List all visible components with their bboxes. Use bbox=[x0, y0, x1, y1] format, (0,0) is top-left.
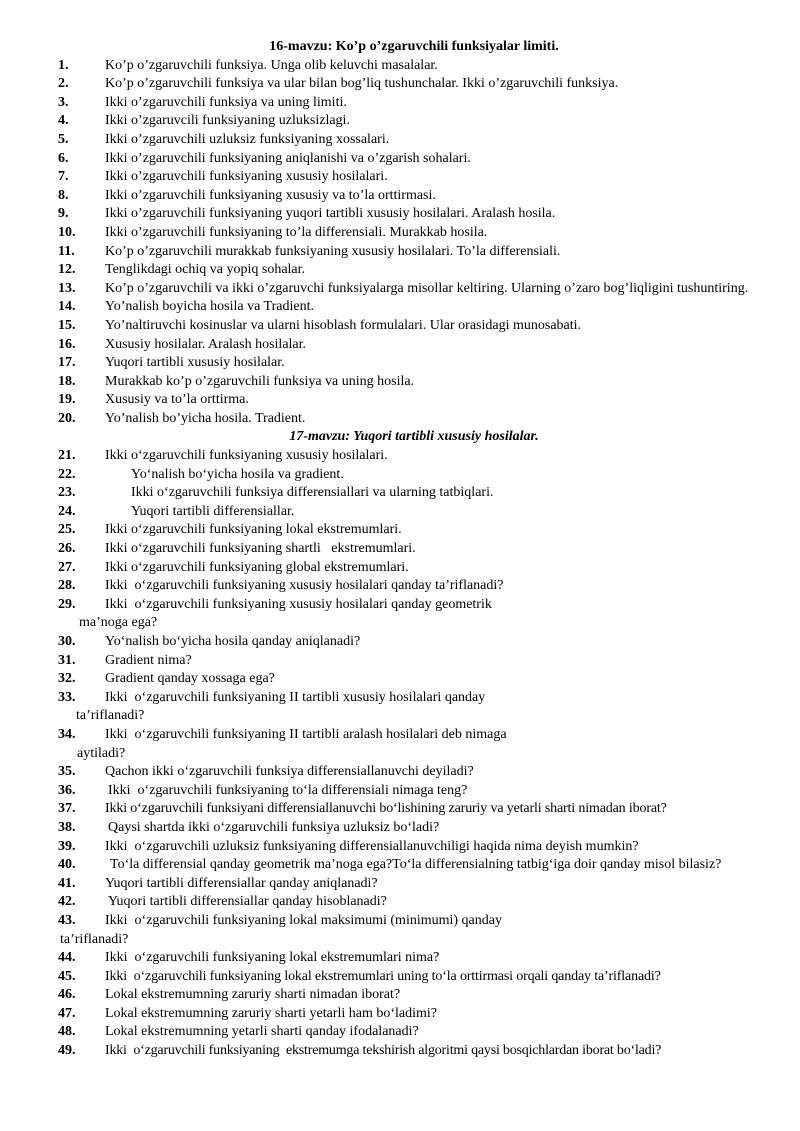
list-item bbox=[58, 373, 770, 392]
item-number: 22. bbox=[58, 466, 76, 482]
item-text: Ikki o‘zgaruvchili funksiyaning lokal ekstremumlari. bbox=[105, 522, 402, 538]
list-item bbox=[58, 280, 770, 299]
list-item bbox=[58, 187, 770, 206]
item-text: Ikki o‘zgaruvchili funksiyaning lokal ekstremumlari nima? bbox=[105, 950, 440, 966]
item-number: 4. bbox=[58, 113, 69, 129]
item-text: Yuqori tartibli differensiallar. bbox=[131, 503, 295, 519]
item-number: 10. bbox=[58, 224, 76, 240]
item-number: 24. bbox=[58, 503, 76, 519]
item-number: 8. bbox=[58, 187, 69, 203]
list-item bbox=[58, 410, 770, 429]
list-item bbox=[58, 726, 770, 763]
item-text: Ikki o‘zgaruvchili funksiyaning global ekstremumlari. bbox=[105, 559, 409, 575]
item-text: Ko’p o’zgaruvchili va ikki o’zgaruvchi funksiyalarga misollar keltiring. Ularning o’zaro bog’liqligini tushuntiring. bbox=[105, 280, 749, 296]
list-item bbox=[58, 652, 770, 671]
item-number: 12. bbox=[58, 262, 76, 278]
item-number: 26. bbox=[58, 541, 76, 557]
item-continuation: ma’noga ega? bbox=[79, 615, 158, 631]
list-item bbox=[58, 112, 770, 131]
item-text: To‘la differensial qanday geometrik ma’noga ega?To‘la differensialning tatbig‘iga doir qanday misol bilasiz? bbox=[110, 857, 722, 873]
item-continuation: aytiladi? bbox=[77, 745, 126, 761]
item-text: Yo‘nalish bo‘yicha hosila qanday aniqlanadi? bbox=[105, 634, 361, 649]
item-text: Ikki o’zgaruvchili funksiyaning aniqlanishi va o’zgarish sohalari. bbox=[105, 150, 471, 166]
list-item bbox=[58, 447, 770, 466]
item-text: Yo’naltiruvchi kosinuslar va ularni hisoblash formulalari. Ular orasidagi munosabati. bbox=[105, 317, 582, 333]
list-item bbox=[58, 484, 770, 503]
list-item bbox=[58, 75, 770, 94]
item-text: Xususiy hosilalar. Aralash hosilalar. bbox=[105, 336, 307, 352]
item-text: Ikki o‘zgaruvchili funksiyaning lokal ekstremumlari uning to‘la orttirmasi orqali qanday ta’riflanadi? bbox=[105, 968, 661, 984]
item-number: 1. bbox=[58, 57, 69, 73]
list-item bbox=[58, 670, 770, 689]
item-text: Yuqori tartibli xususiy hosilalar. bbox=[105, 355, 285, 371]
list-item bbox=[58, 94, 770, 113]
item-text: Yuqori tartibli differensiallar qanday hisoblanadi? bbox=[108, 894, 387, 910]
item-text: Ikki o‘zgaruvchili funksiya differensiallari va ularning tatbiqlari. bbox=[131, 485, 494, 501]
section-17-heading: 17-mavzu: Yuqori tartibli xususiy hosilalar. bbox=[289, 429, 539, 445]
item-number: 33. bbox=[58, 689, 76, 705]
item-text: Ikki o‘zgaruvchili funksiyaning to‘la differensiali nimaga teng? bbox=[108, 782, 468, 798]
item-number: 28. bbox=[58, 578, 76, 594]
item-text: Ikki o‘zgaruvchili funksiyaning xususiy hosilalari qanday geometrik bbox=[105, 596, 492, 612]
list-item bbox=[58, 540, 770, 559]
item-number: 3. bbox=[58, 94, 69, 110]
item-text: Ikki o’zgaruvchili funksiyaning xususiy va to’la orttirmasi. bbox=[105, 187, 436, 203]
item-number: 17. bbox=[58, 355, 76, 371]
item-number: 37. bbox=[58, 801, 76, 817]
item-number: 11. bbox=[58, 243, 75, 259]
item-text: Ikki o‘zgaruvchili funksiyaning lokal maksimumi (minimumi) qanday bbox=[105, 912, 502, 928]
item-text: Ikki o‘zgaruvchili funksiyaning II tartibli aralash hosilalari deb nimaga bbox=[105, 726, 507, 742]
list-item bbox=[58, 261, 770, 280]
item-text: Murakkab ko’p o’zgaruvchili funksiya va uning hosila. bbox=[105, 373, 415, 389]
item-number: 36. bbox=[58, 782, 76, 798]
item-text: Gradient nima? bbox=[105, 652, 192, 668]
item-number: 34. bbox=[58, 726, 76, 742]
item-text: Ikki o’zgaruvchili funksiyaning yuqori tartibli xususiy hosilalari. Aralash hosila. bbox=[105, 206, 556, 222]
item-number: 7. bbox=[58, 169, 69, 185]
list-item bbox=[58, 298, 770, 317]
list-item bbox=[58, 968, 770, 987]
item-text: Ikki o‘zgaruvchili funksiyaning II tartibli xususiy hosilalari qanday bbox=[105, 689, 486, 705]
item-text: Tenglikdagi ochiq va yopiq sohalar. bbox=[105, 262, 306, 278]
item-text: Ikki o’zgaruvchili funksiyaning xususiy hosilalari. bbox=[105, 169, 388, 185]
item-number: 9. bbox=[58, 206, 69, 222]
list-item bbox=[58, 1005, 770, 1024]
list-item bbox=[58, 559, 770, 578]
item-number: 6. bbox=[58, 150, 69, 166]
list-item bbox=[58, 354, 770, 373]
item-number: 2. bbox=[58, 76, 69, 92]
item-text: Ko’p o’zgaruvchili funksiya. Unga olib keluvchi masalalar. bbox=[105, 57, 438, 73]
list-item bbox=[58, 633, 770, 652]
list-item bbox=[58, 577, 770, 596]
item-text: Yo‘nalish bo‘yicha hosila va gradient. bbox=[131, 466, 344, 482]
item-text: Ikki o’zgaruvchili funksiya va uning limiti. bbox=[105, 94, 347, 110]
item-text: Xususiy va to’la orttirma. bbox=[105, 392, 249, 408]
item-text: Ikki o‘zgaruvchili funksiyaning xususiy hosilalari qanday ta’riflanadi? bbox=[105, 578, 504, 594]
item-text: Lokal ekstremumning zaruriy sharti nimadan iborat? bbox=[105, 987, 401, 1003]
list-item bbox=[58, 317, 770, 336]
item-number: 43. bbox=[58, 912, 76, 928]
item-text: Gradient qanday xossaga ega? bbox=[105, 671, 275, 687]
item-number: 27. bbox=[58, 559, 76, 575]
list-item bbox=[58, 949, 770, 968]
item-text: Ikki o‘zgaruvchili funksiyaning ekstremumga tekshirish algoritmi qaysi bosqichlardan iborat bo‘ladi? bbox=[105, 1043, 662, 1059]
list-item bbox=[58, 986, 770, 1005]
list-item bbox=[58, 819, 770, 838]
list-item bbox=[58, 243, 770, 262]
item-number: 25. bbox=[58, 522, 76, 538]
item-text: Yuqori tartibli differensiallar qanday aniqlanadi? bbox=[105, 875, 378, 891]
item-number: 45. bbox=[58, 968, 76, 984]
list-item bbox=[58, 689, 770, 726]
list-item bbox=[58, 131, 770, 150]
item-text: Ikki o‘zgaruvchili funksiyani differensiallanuvchi bo‘lishining zaruriy va yetarli sharti nimadan iborat? bbox=[105, 801, 667, 817]
item-text: Ko’p o’zgaruvchili funksiya va ular bilan bog’liq tushunchalar. Ikki o’zgaruvchili funksiya. bbox=[105, 76, 619, 92]
item-number: 39. bbox=[58, 838, 76, 854]
list-item bbox=[58, 224, 770, 243]
item-number: 41. bbox=[58, 875, 76, 891]
item-number: 40. bbox=[58, 857, 76, 873]
list-item bbox=[58, 782, 770, 801]
item-number: 23. bbox=[58, 485, 76, 501]
item-text: Ikki o’zgaruvchili uzluksiz funksiyaning xossalari. bbox=[105, 131, 390, 147]
item-text: Ikki o’zgaruvchili funksiyaning to’la differensiali. Murakkab hosila. bbox=[105, 224, 488, 240]
document-page bbox=[58, 38, 770, 1061]
item-number: 31. bbox=[58, 652, 76, 668]
item-number: 21. bbox=[58, 448, 76, 464]
item-number: 15. bbox=[58, 317, 76, 333]
item-text: Yo’nalish boyicha hosila va Tradient. bbox=[105, 299, 314, 315]
item-continuation: ta’riflanadi? bbox=[76, 708, 145, 724]
list-item bbox=[58, 150, 770, 169]
list-item bbox=[58, 875, 770, 894]
item-number: 44. bbox=[58, 950, 76, 966]
item-text: Ikki o’zgaruvcili funksiyaning uzluksizlagi. bbox=[105, 113, 350, 129]
item-text: Ikki o‘zgaruvchili uzluksiz funksiyaning differensiallanuvchiligi haqida nima deyish mumkin? bbox=[105, 838, 639, 854]
list-item bbox=[58, 168, 770, 187]
item-number: 5. bbox=[58, 131, 69, 147]
list-item bbox=[58, 1023, 770, 1042]
item-number: 19. bbox=[58, 392, 76, 408]
item-text: Yo’nalish bo’yicha hosila. Tradient. bbox=[105, 410, 306, 426]
item-number: 30. bbox=[58, 634, 76, 649]
item-number: 48. bbox=[58, 1024, 76, 1040]
list-item bbox=[58, 205, 770, 224]
list-item bbox=[58, 893, 770, 912]
list-item bbox=[58, 596, 770, 633]
item-number: 49. bbox=[58, 1043, 76, 1059]
item-number: 42. bbox=[58, 894, 76, 910]
item-text: Lokal ekstremumning zaruriy sharti yetarli ham bo‘ladimi? bbox=[105, 1005, 438, 1021]
item-text: Qaysi shartda ikki o‘zgaruvchili funksiya uzluksiz bo‘ladi? bbox=[108, 819, 440, 835]
item-number: 16. bbox=[58, 336, 76, 352]
item-number: 47. bbox=[58, 1005, 76, 1021]
list-item bbox=[58, 838, 770, 857]
list-item bbox=[58, 763, 770, 782]
list-item bbox=[58, 1042, 770, 1061]
item-number: 20. bbox=[58, 410, 76, 426]
list-item bbox=[58, 466, 770, 485]
list-item bbox=[58, 503, 770, 522]
item-number: 18. bbox=[58, 373, 76, 389]
item-text: Lokal ekstremumning yetarli sharti qanday ifodalanadi? bbox=[105, 1024, 419, 1040]
list-item bbox=[58, 391, 770, 410]
item-number: 13. bbox=[58, 280, 76, 296]
item-number: 38. bbox=[58, 819, 76, 835]
item-number: 14. bbox=[58, 299, 76, 315]
item-number: 46. bbox=[58, 987, 76, 1003]
item-continuation: ta’riflanadi? bbox=[60, 931, 129, 947]
item-text: Ko’p o’zgaruvchili murakkab funksiyaning xususiy hosilalari. To’la differensiali. bbox=[105, 243, 561, 259]
item-text: Ikki o‘zgaruvchili funksiyaning shartli ekstremumlari. bbox=[105, 541, 416, 557]
list-item bbox=[58, 912, 770, 949]
section-16-heading: 16-mavzu: Ko’p o’zgaruvchili funksiyalar limiti. bbox=[269, 39, 559, 54]
item-number: 35. bbox=[58, 764, 76, 780]
list-item bbox=[58, 336, 770, 355]
item-number: 29. bbox=[58, 596, 76, 612]
list-item bbox=[58, 521, 770, 540]
item-text: Qachon ikki o‘zgaruvchili funksiya differensiallanuvchi deyiladi? bbox=[105, 764, 474, 780]
item-number: 32. bbox=[58, 671, 76, 687]
list-item bbox=[58, 856, 770, 875]
item-text: Ikki o‘zgaruvchili funksiyaning xususiy hosilalari. bbox=[105, 448, 388, 464]
list-item bbox=[58, 800, 770, 819]
list-item bbox=[58, 57, 770, 76]
